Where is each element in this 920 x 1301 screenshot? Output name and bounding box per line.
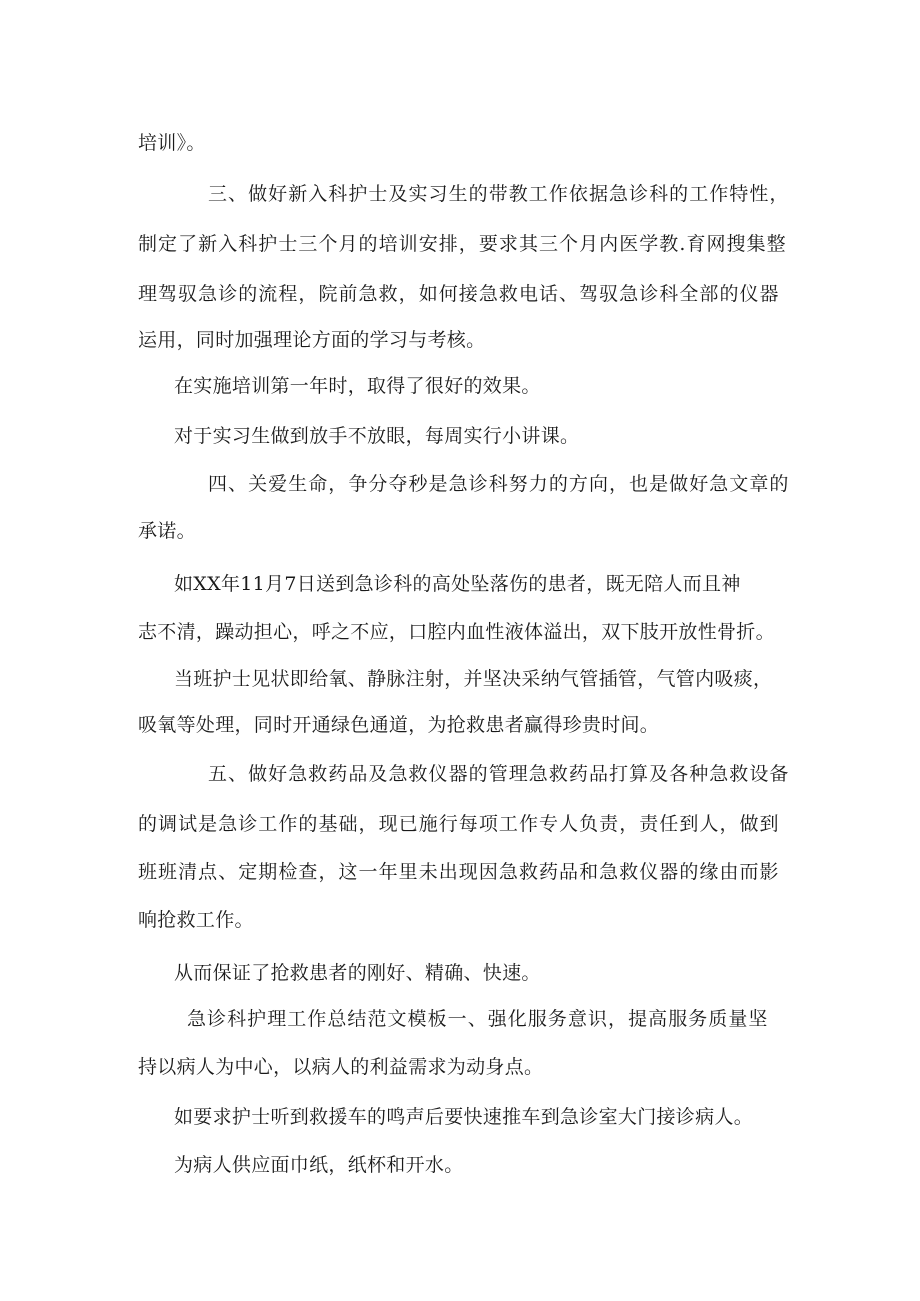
text-line-21: 如要求护士听到救援车的鸣声后要快速推车到急诊室大门接诊病人。 <box>174 1106 754 1128</box>
text-line-12: 当班护士见状即给氧、静脉注射，并坚决采纳气管插管，气管内吸痰， <box>174 668 773 690</box>
text-line-8: 四、关爱生命，争分夺秒是急诊科努力的方向，也是做好急文章的 <box>208 473 790 495</box>
text-line-2: 三、做好新入科护士及实习生的带教工作依据急诊科的工作特性， <box>208 183 790 205</box>
text-line-17: 响抢救工作。 <box>138 909 254 931</box>
text-line-19: 急诊科护理工作总结范文模板一、强化服务意识，提高服务质量坚 <box>187 1008 769 1030</box>
text-line-10: 如XX年11月7日送到急诊科的高处坠落伤的患者，既无陪人而且神 <box>174 573 741 595</box>
text-line-11: 志不清，躁动担心，呼之不应，口腔内血性液体溢出，双下肢开放性骨折。 <box>138 621 775 643</box>
text-line-18: 从而保证了抢救患者的刚好、精确、快速。 <box>174 962 541 984</box>
text-line-14: 五、做好急救药品及急救仪器的管理急救药品打算及各种急救设备 <box>208 763 790 785</box>
text-line-9: 承诺。 <box>138 520 196 542</box>
text-line-1: 培训》。 <box>138 132 206 154</box>
text-line-5: 运用，同时加强理论方面的学习与考核。 <box>138 329 486 351</box>
text-line-22: 为病人供应面巾纸，纸杯和开水。 <box>174 1154 464 1176</box>
text-line-3: 制定了新入科护士三个月的培训安排，要求其三个月内医学教.育网搜集整 <box>138 233 787 255</box>
text-line-6: 在实施培训第一年时，取得了很好的效果。 <box>174 375 541 397</box>
text-line-4: 理驾驭急诊的流程，院前急救，如何接急救电话、驾驭急诊科全部的仪器 <box>138 283 780 305</box>
text-line-20: 持以病人为中心，以病人的利益需求为动身点。 <box>138 1056 544 1078</box>
text-line-15: 的调试是急诊工作的基础，现已施行每项工作专人负责，责任到人，做到 <box>138 813 780 835</box>
text-line-16: 班班清点、定期检查，这一年里未出现因急救药品和急救仪器的缘由而影 <box>138 861 780 883</box>
text-line-7: 对于实习生做到放手不放眼，每周实行小讲课。 <box>174 425 580 447</box>
text-line-13: 吸氧等处理，同时开通绿色通道，为抢救患者赢得珍贵时间。 <box>138 714 660 736</box>
